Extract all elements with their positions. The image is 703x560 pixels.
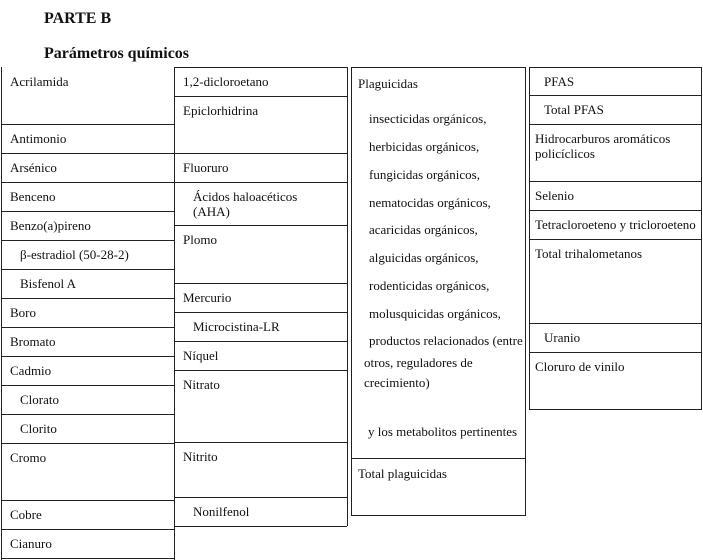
param-cromo: Cromo xyxy=(10,450,47,465)
param-total-pfas: Total PFAS xyxy=(544,102,604,117)
total-plaguicidas: Total plaguicidas xyxy=(358,466,447,481)
param-dicloroetano: 1,2-dicloroetano xyxy=(183,74,269,89)
param-arsenico: Arsénico xyxy=(10,160,57,175)
plaguicida-item: acaricidas orgánicos, xyxy=(369,222,478,237)
param-benzopireno: Benzo(a)pireno xyxy=(10,218,91,233)
param-cadmio: Cadmio xyxy=(10,363,52,378)
param-nitrato: Nitrato xyxy=(183,377,220,392)
param-fluoruro: Fluoruro xyxy=(183,160,229,175)
param-tetracloroeteno: Tetracloroeteno y tricloroeteno xyxy=(535,217,696,232)
row-divider xyxy=(175,526,347,527)
param-bromato: Bromato xyxy=(10,334,56,349)
column-border xyxy=(347,67,348,526)
param-acrilamida: Acrilamida xyxy=(10,74,69,89)
row-divider xyxy=(351,458,526,459)
param-clorito: Clorito xyxy=(20,421,57,436)
plaguicida-item: alguicidas orgánicos, xyxy=(369,250,479,265)
param-selenio: Selenio xyxy=(535,188,574,203)
param-trihalometanos: Total trihalometanos xyxy=(535,246,643,261)
row-divider xyxy=(351,67,526,68)
param-aha: Ácidos haloacéticos (AHA) xyxy=(193,189,298,219)
param-epiclorhidrina: Epiclorhidrina xyxy=(183,103,259,118)
param-nitrito: Nitrito xyxy=(183,449,218,464)
row-divider xyxy=(351,515,526,516)
column-border xyxy=(525,67,526,516)
part-title: PARTE B xyxy=(44,10,112,27)
param-cloruro-vinilo: Cloruro de vinilo xyxy=(535,359,625,374)
param-nonilfenol: Nonilfenol xyxy=(193,504,250,519)
plaguicida-item: rodenticidas orgánicos, xyxy=(369,278,490,293)
plaguicida-item: fungicidas orgánicos, xyxy=(369,167,480,182)
param-antimonio: Antimonio xyxy=(10,131,67,146)
param-estradiol: β-estradiol (50-28-2) xyxy=(20,247,129,262)
param-mercurio: Mercurio xyxy=(183,290,232,305)
plaguicida-item: nematocidas orgánicos, xyxy=(369,195,491,210)
plaguicida-related: otros, reguladores de xyxy=(364,355,473,370)
param-microcistina: Microcistina-LR xyxy=(193,319,280,334)
row-divider xyxy=(529,409,702,410)
plaguicida-item: herbicidas orgánicos, xyxy=(369,139,480,154)
plaguicida-item: insecticidas orgánicos, xyxy=(369,111,487,126)
param-plomo: Plomo xyxy=(183,232,217,247)
section-title: Parámetros químicos xyxy=(44,45,190,62)
param-cobre: Cobre xyxy=(10,507,42,522)
plaguicida-related: crecimiento) xyxy=(364,375,430,390)
row-divider xyxy=(2,558,174,559)
param-hap: Hidrocarburos aromáticos policíclicos xyxy=(535,131,671,161)
param-benceno: Benceno xyxy=(10,189,56,204)
plaguicida-item: molusquicidas orgánicos, xyxy=(369,306,501,321)
param-boro: Boro xyxy=(10,305,36,320)
param-pfas: PFAS xyxy=(544,74,575,89)
column-border xyxy=(1,67,2,560)
param-clorato: Clorato xyxy=(20,392,59,407)
plaguicidas-title: Plaguicidas xyxy=(358,76,418,91)
param-bisfenol: Bisfenol A xyxy=(20,276,76,291)
param-niquel: Níquel xyxy=(183,348,219,363)
plaguicida-related: productos relacionados (entre xyxy=(369,333,523,348)
plaguicida-metabolites: y los metabolitos pertinentes xyxy=(368,424,518,439)
column-border xyxy=(351,67,352,516)
param-cianuro: Cianuro xyxy=(10,536,52,551)
param-uranio: Uranio xyxy=(544,330,581,345)
